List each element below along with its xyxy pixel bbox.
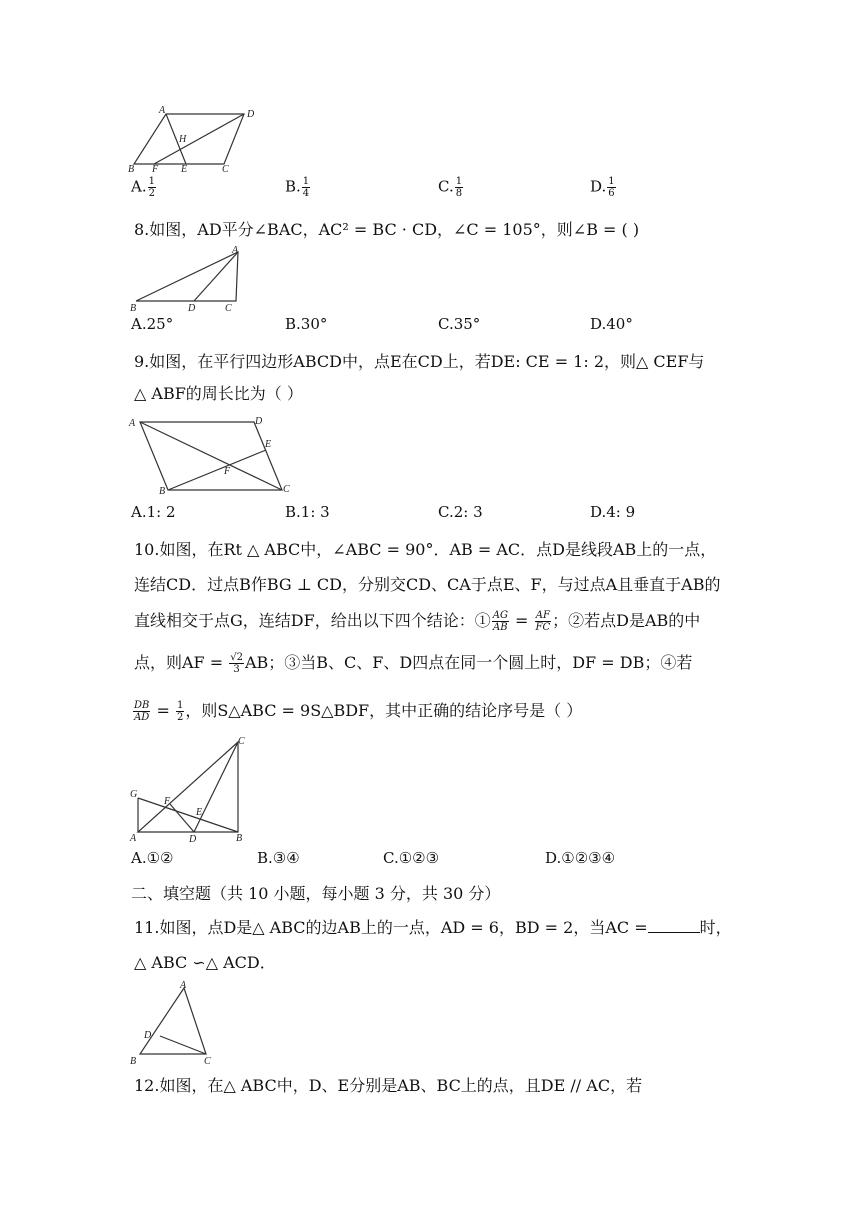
q10-option-b[interactable]: B.③④	[257, 849, 300, 867]
q8-question-text: 8.如图，AD平分∠BAC，AC² = BC · CD，∠C = 105°，则∠B = ( )	[134, 220, 640, 239]
label-B: B	[236, 833, 243, 844]
q8-option-b[interactable]: B.30°	[285, 315, 328, 333]
q7-option-c[interactable]: C. $\frac{1}{8}$	[438, 176, 463, 199]
q10-question-line4: 点，则AF = $\frac{√2}{3}$ AB；③当B、C、F、D四点在同一个圆上时，DF = DB；④若	[134, 652, 693, 675]
q10-option-d[interactable]: D.①②③④	[545, 849, 616, 867]
q10-option-a[interactable]: A.①②	[131, 849, 174, 867]
answer-blank[interactable]	[648, 918, 700, 933]
label-E: E	[196, 807, 203, 818]
figure-q9-parallelogram	[126, 412, 306, 502]
q9-option-b[interactable]: B.1: 3	[285, 503, 330, 521]
label-G: G	[130, 789, 138, 800]
q8-option-c[interactable]: C.35°	[438, 315, 481, 333]
label-C: C	[225, 303, 232, 314]
q11-question-line2: △ ABC ∽△ ACD．	[134, 953, 276, 972]
label-B: B	[130, 303, 137, 314]
label-D: D	[144, 1030, 152, 1041]
q10-option-c[interactable]: C.①②③	[383, 849, 440, 867]
label-D: D	[188, 303, 196, 314]
label-D: D	[255, 416, 263, 427]
label-B: B	[128, 164, 135, 174]
label-F: F	[224, 466, 231, 477]
q10-question-line5: $\frac{DB}{AD}$ = $\frac{1}{2}$ ，则S△ABC = 9S△BDF，其中正确的结论序号是（ ）	[134, 700, 583, 723]
q10-question-line3: 直线相交于点G，连结DF，给出以下四个结论：① $\frac{AG}{AB}$ = $\frac{AF}{FC}$ ；②若点D是AB的中	[134, 610, 701, 633]
label-C: C	[238, 736, 245, 747]
label-C: C	[283, 484, 290, 495]
label-D: D	[189, 834, 197, 845]
label-A: A	[180, 980, 187, 991]
label-C: C	[222, 164, 229, 174]
label-A: A	[232, 245, 239, 256]
q10-question-line2: 连结CD．过点B作BG ⊥ CD，分别交CD、CA于点E、F，与过点A且垂直于AB的	[134, 575, 721, 594]
q9-question-line1: 9.如图，在平行四边形ABCD中，点E在CD上，若DE: CE = 1: 2，则△ CEF与	[134, 352, 705, 371]
label-A: A	[159, 105, 166, 116]
q8-option-a[interactable]: A.25°	[131, 315, 174, 333]
label-D: D	[247, 109, 255, 120]
label-C: C	[204, 1056, 211, 1067]
q7-option-d[interactable]: D. $\frac{1}{6}$	[590, 176, 615, 199]
section-title: 二、填空题（共 10 小题，每小题 3 分，共 30 分）	[131, 884, 501, 903]
label-B: B	[130, 1056, 137, 1067]
q7-option-a[interactable]: A. $\frac{1}{2}$	[131, 176, 155, 199]
figure-q7-parallelogram	[126, 104, 266, 174]
q11-question-line1: 11.如图，点D是△ ABC的边AB上的一点，AD = 6，BD = 2，当AC = 时，	[134, 918, 732, 937]
q8-option-d[interactable]: D.40°	[590, 315, 633, 333]
figure-q10-right-triangle	[126, 734, 256, 846]
label-F: F	[152, 164, 159, 174]
q9-option-d[interactable]: D.4: 9	[590, 503, 636, 521]
q9-option-a[interactable]: A.1: 2	[131, 503, 176, 521]
q7-option-b[interactable]: B. $\frac{1}{4}$	[285, 176, 310, 199]
q10-question-line1: 10.如图，在Rt △ ABC中，∠ABC = 90°．AB = AC．点D是线段AB上的一点，	[134, 540, 717, 559]
label-E: E	[181, 164, 188, 174]
label-F: F	[164, 796, 171, 807]
figure-q8-triangle	[126, 244, 246, 316]
label-A: A	[130, 833, 137, 844]
label-A: A	[129, 418, 136, 429]
label-B: B	[159, 486, 166, 497]
label-E: E	[265, 439, 272, 450]
q12-question-line1: 12.如图，在△ ABC中，D、E分别是AB、BC上的点，且DE // AC，若	[134, 1076, 643, 1095]
figure-q11-triangle	[126, 978, 226, 1068]
q9-question-line2: △ ABF的周长比为（ ）	[134, 384, 303, 403]
label-H: H	[179, 134, 187, 145]
q9-option-c[interactable]: C.2: 3	[438, 503, 483, 521]
